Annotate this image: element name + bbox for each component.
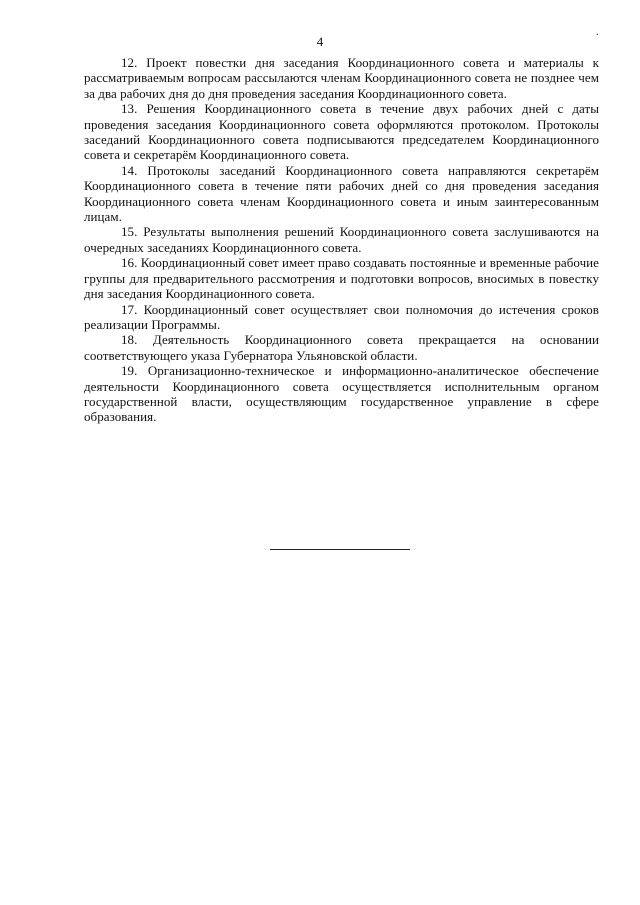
paragraph-14: 14. Протоколы заседаний Координационного совета направляются секретарём Координационного совета в течение пяти рабочих дней со дня проведения заседания Координационного совета членам Координационного совета и иным заинтересованным лицам. [84, 162, 599, 225]
paragraph-17: 17. Координационный совет осуществляет свои полномочия до истечения сроков реализации Программы. [84, 301, 599, 332]
paragraph-18: 18. Деятельность Координационного совета прекращается на основании соответствующего указа Губернатора Ульяновской области. [84, 332, 599, 363]
paragraph-19: 19. Организационно-техническое и информационно-аналитическое обеспечение деятельности Координационного совета осуществляется исполнительным органом государственной власти, осуществляющим государственное управление в сфере образования. [84, 363, 599, 425]
paragraph-16: 16. Координационный совет имеет право создавать постоянные и временные рабочие группы для предварительного рассмотрения и подготовки вопросов, вносимых в повестку дня заседания Координационного совета. [84, 255, 599, 302]
paragraph-15: 15. Результаты выполнения решений Координационного совета заслушиваются на очередных заседаниях Координационного совета. [84, 224, 599, 255]
closing-divider [270, 549, 410, 550]
corner-mark: . [596, 27, 599, 38]
page-number: 4 [316, 34, 324, 49]
document-body [84, 55, 599, 425]
paragraph-13: 13. Решения Координационного совета в течение двух рабочих дней с даты проведения заседания Координационного совета оформляются протоколом. Протоколы заседаний Координационного совета подписываются председателем Координационного совета и секретарём Координационного совета. [84, 101, 599, 163]
paragraph-12: 12. Проект повестки дня заседания Координационного совета и материалы к рассматриваемым вопросам рассылаются членам Координационного совета не позднее чем за два рабочих дня до дня проведения заседания Координационного совета. [84, 55, 599, 101]
